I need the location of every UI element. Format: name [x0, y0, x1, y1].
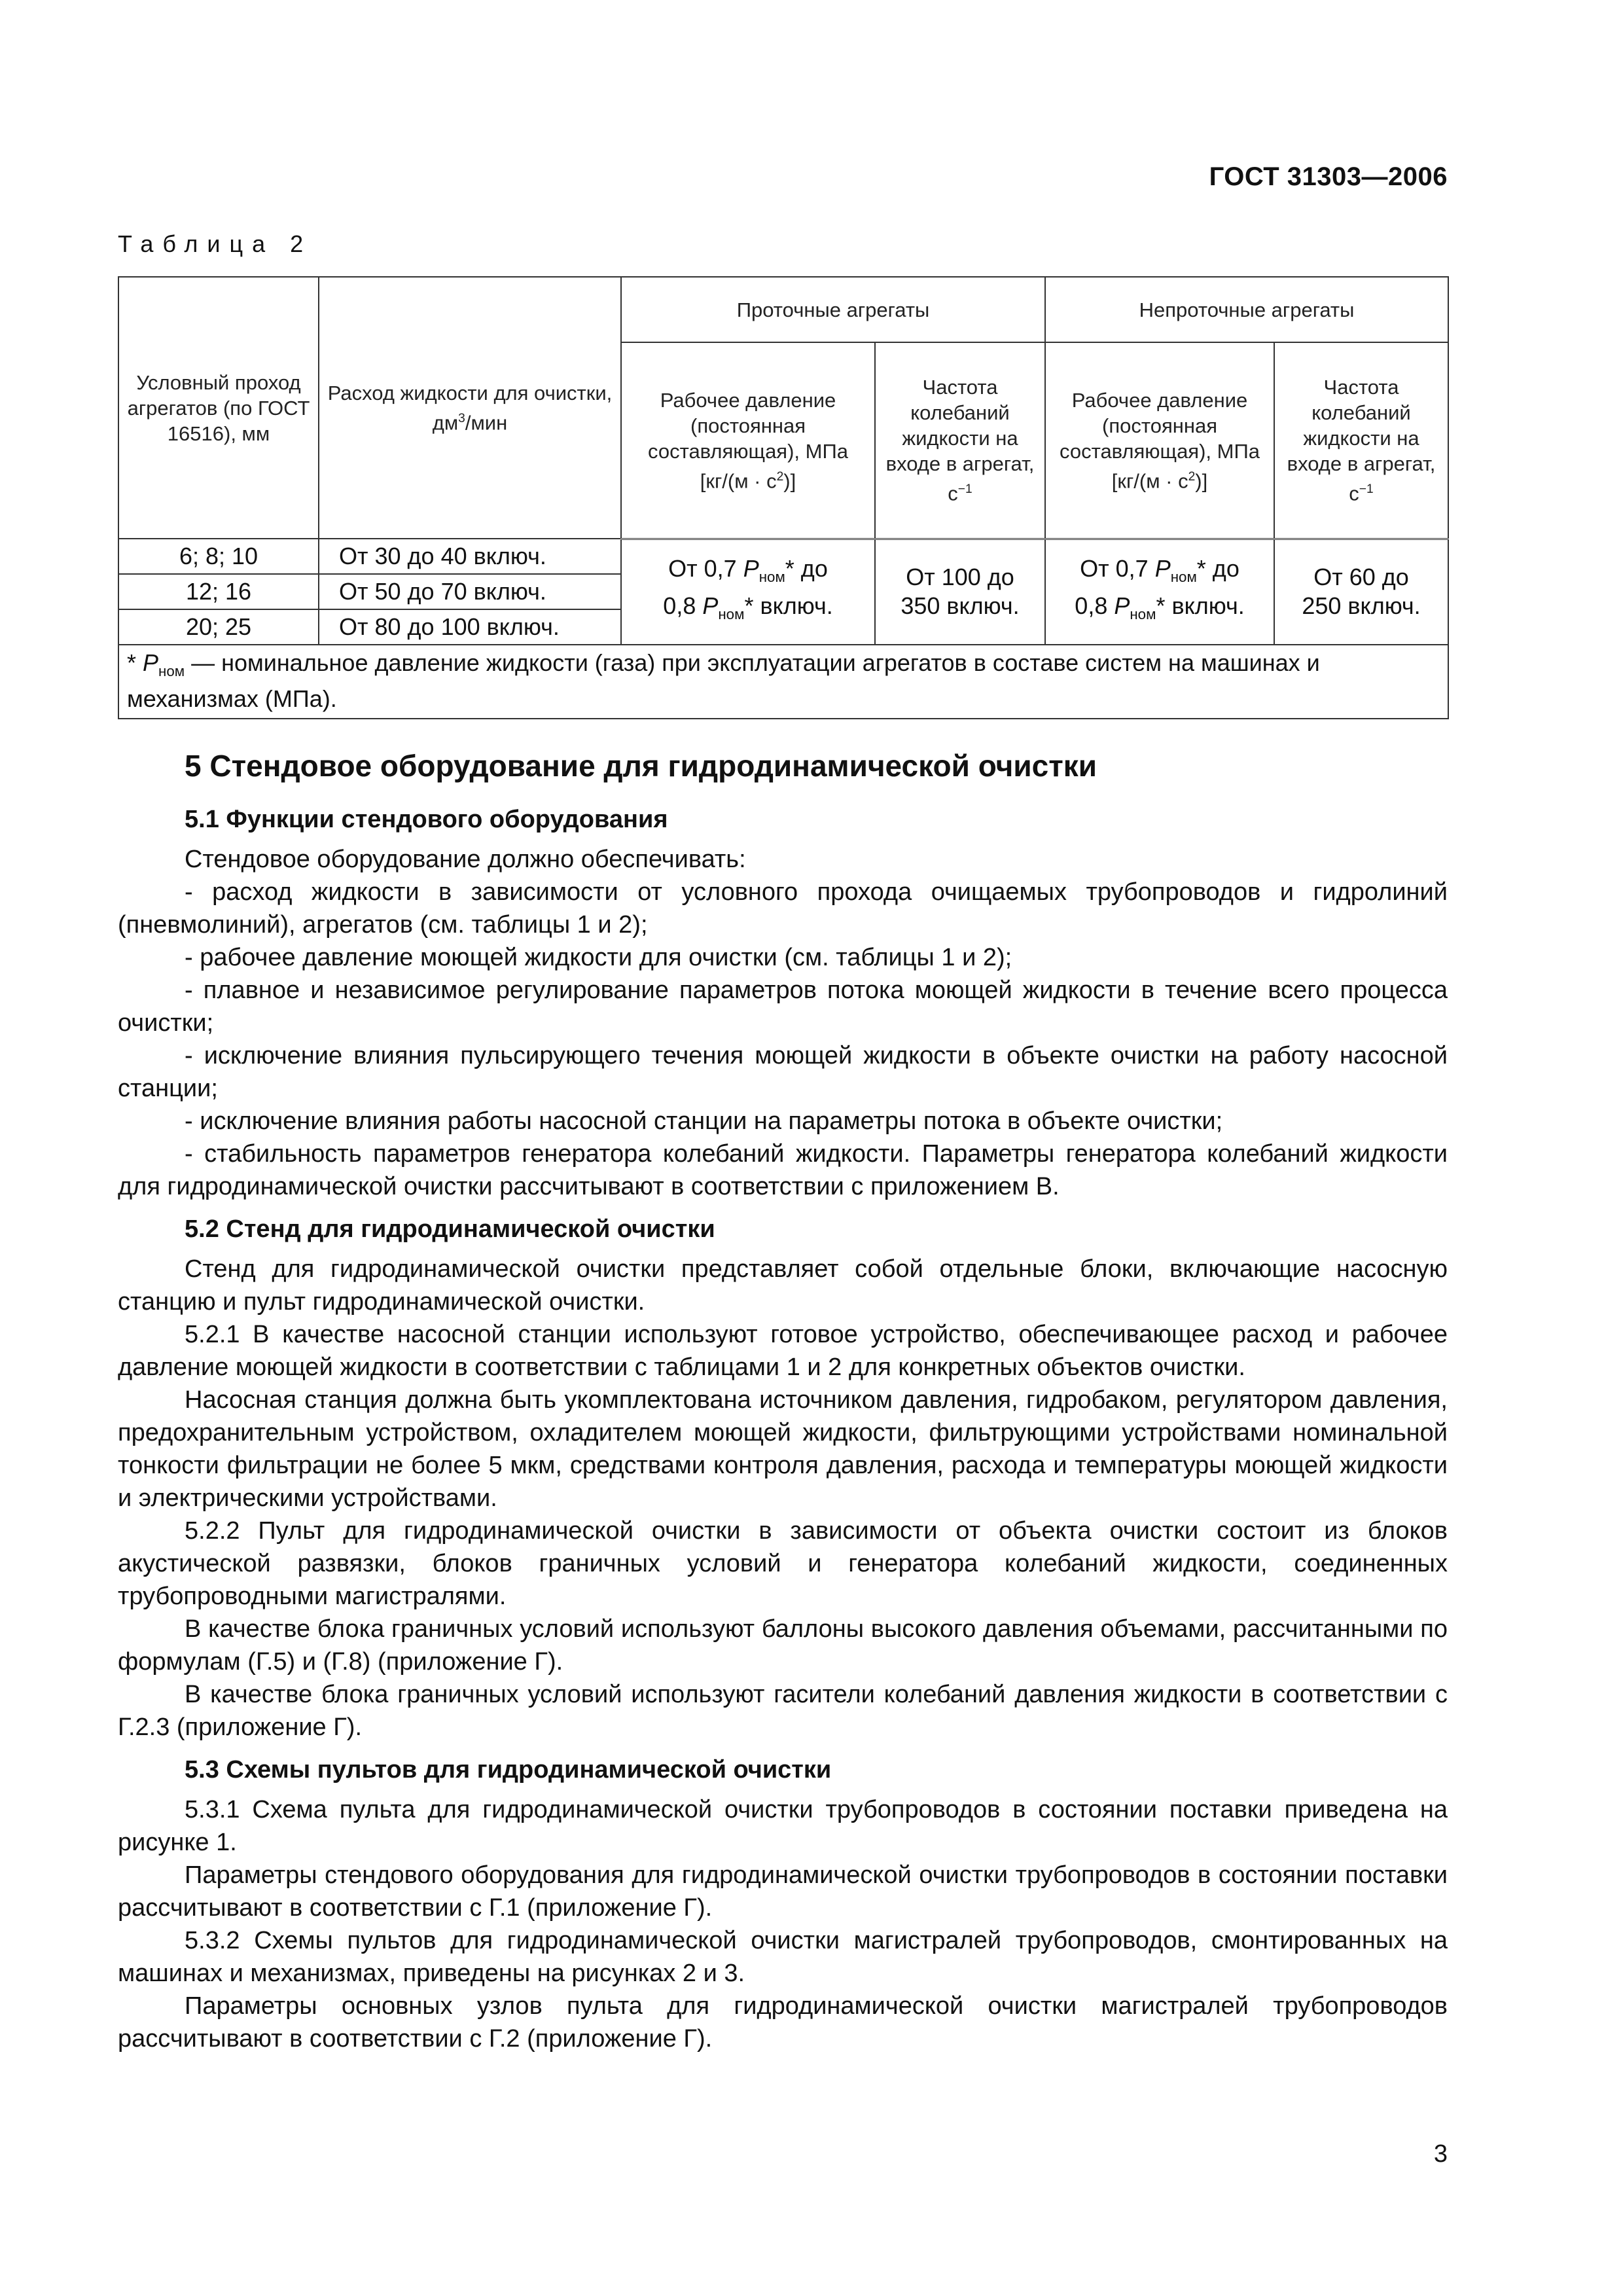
- list-item: - плавное и независимое регулирование параметров потока моющей жидкости в течение всего процесса очистки;: [118, 977, 1448, 1037]
- list-item: - стабильность параметров генератора колебаний жидкости. Параметры генератора колебаний жидкости для гидродинамической очистки рассчитывают в соответствии с приложением В.: [118, 1140, 1448, 1200]
- header-flow-units: Проточные агрегаты: [621, 277, 1045, 342]
- paragraph: Параметры стендового оборудования для гидродинамической очистки трубопроводов в состоянии поставки рассчитывают в соответствии с Г.1 (приложение Г).: [118, 1861, 1448, 1922]
- document-code: ГОСТ 31303—2006: [1209, 162, 1448, 191]
- cell-nonflow-pressure: От 0,7 $P_{ном}*$ до 0,8 $P_{ном}*$ включ.: [1045, 539, 1274, 645]
- paragraph-5-2-1: 5.2.1 В качестве насосной станции используют готовое устройство, обеспечивающее расход и рабочее давление моющей жидкости в соответствии с таблицами 1 и 2 для конкретных объектов очистки.: [118, 1321, 1448, 1381]
- table-2: [118, 276, 1448, 719]
- table-row: [118, 539, 1448, 574]
- cell-dn: 20; 25: [118, 609, 319, 645]
- table-caption: Таблица 2: [118, 230, 313, 257]
- table-footnote: * $P_{ном}$ — номинальное давление жидкости (газа) при эксплуатации агрегатов в составе систем на машинах и механизмах (МПа).: [118, 645, 1448, 719]
- paragraph: Стенд для гидродинамической очистки представляет собой отдельные блоки, включающие насосную станцию и пульт гидродинамической очистки.: [118, 1255, 1448, 1316]
- header-flow-rate: Расход жидкости для очистки, $дм^3$/мин: [319, 277, 621, 539]
- cell-flow: От 80 до 100 включ.: [319, 609, 621, 645]
- cell-flow: От 50 до 70 включ.: [319, 574, 621, 609]
- paragraph-5-2-2: 5.2.2 Пульт для гидродинамической очистки в зависимости от объекта очистки состоит из блоков акустической развязки, блоков граничных условий и генератора колебаний жидкости, соединенных трубопроводными магистралями.: [118, 1517, 1448, 1610]
- paragraph-5-3-1: 5.3.1 Схема пульта для гидродинамической очистки трубопроводов в состоянии поставки приведена на рисунке 1.: [118, 1796, 1448, 1856]
- subsection-5-2-title: 5.2 Стенд для гидродинамической очистки: [185, 1215, 715, 1243]
- list-item: - рабочее давление моющей жидкости для очистки (см. таблицы 1 и 2);: [185, 944, 1012, 971]
- list-item: - исключение влияния работы насосной станции на параметры потока в объекте очистки;: [185, 1107, 1223, 1135]
- list-item: - расход жидкости в зависимости от условного прохода очищаемых трубопроводов и гидролиний (пневмолиний), агрегатов (см. таблицы 1 и 2);: [118, 878, 1448, 939]
- page-number: 3: [1433, 2140, 1448, 2168]
- header-nonflow-pressure: Рабочее давление (постоянная составляющая), МПа $[кг/(м \cdot с^2)]$: [1045, 342, 1274, 539]
- table-footnote-row: [118, 645, 1448, 719]
- paragraph-5-3-2: 5.3.2 Схемы пультов для гидродинамической очистки магистралей трубопроводов, смонтированных на машинах и механизмах, приведены на рисунках 2 и 3.: [118, 1927, 1448, 1987]
- header-flow-pressure: Рабочее давление (постоянная составляющая), МПа $[кг/(м \cdot с^2)]$: [621, 342, 875, 539]
- cell-nonflow-frequency: От 60 до 250 включ.: [1274, 539, 1448, 645]
- subsection-5-3-title: 5.3 Схемы пультов для гидродинамической очистки: [185, 1756, 832, 1784]
- cell-flow: От 30 до 40 включ.: [319, 539, 621, 574]
- paragraph: В качестве блока граничных условий используют гасители колебаний давления жидкости в соответствии с Г.2.3 (приложение Г).: [118, 1681, 1448, 1741]
- paragraph: Стендовое оборудование должно обеспечивать:: [185, 846, 746, 873]
- cell-flow-frequency: От 100 до 350 включ.: [875, 539, 1045, 645]
- section-5-title: 5 Стендовое оборудование для гидродинамической очистки: [185, 749, 1097, 783]
- paragraph: В качестве блока граничных условий используют баллоны высокого давления объемами, рассчитанными по формулам (Г.5) и (Г.8) (приложение Г).: [118, 1615, 1448, 1676]
- subsection-5-1-title: 5.1 Функции стендового оборудования: [185, 806, 668, 833]
- header-nominal-bore: Условный проход агрегатов (по ГОСТ 16516), мм: [118, 277, 319, 539]
- cell-dn: 6; 8; 10: [118, 539, 319, 574]
- header-nonflow-frequency: Частота колебаний жидкости на входе в агрегат, $с^{-1}$: [1274, 342, 1448, 539]
- header-nonflow-units: Непроточные агрегаты: [1045, 277, 1448, 342]
- paragraph: Параметры основных узлов пульта для гидродинамической очистки магистралей трубопроводов рассчитывают в соответствии с Г.2 (приложение Г).: [118, 1992, 1448, 2053]
- paragraph: Насосная станция должна быть укомплектована источником давления, гидробаком, регулятором давления, предохранительным устройством, охладителем моющей жидкости, фильтрующими устройствами номинальной тонкости фильтрации не более 5 мкм, средствами контроля давления, расхода и температуры моющей жидкости и электрическими устройствами.: [118, 1386, 1448, 1512]
- list-item: - исключение влияния пульсирующего течения моющей жидкости в объекте очистки на работу насосной станции;: [118, 1042, 1448, 1102]
- parameters-table: [118, 276, 1449, 719]
- section-5: [118, 746, 1448, 2055]
- header-flow-frequency: Частота колебаний жидкости на входе в агрегат, $с^{-1}$: [875, 342, 1045, 539]
- cell-flow-pressure: От 0,7 $P_{ном}*$ до 0,8 $P_{ном}*$ включ.: [621, 539, 875, 645]
- cell-dn: 12; 16: [118, 574, 319, 609]
